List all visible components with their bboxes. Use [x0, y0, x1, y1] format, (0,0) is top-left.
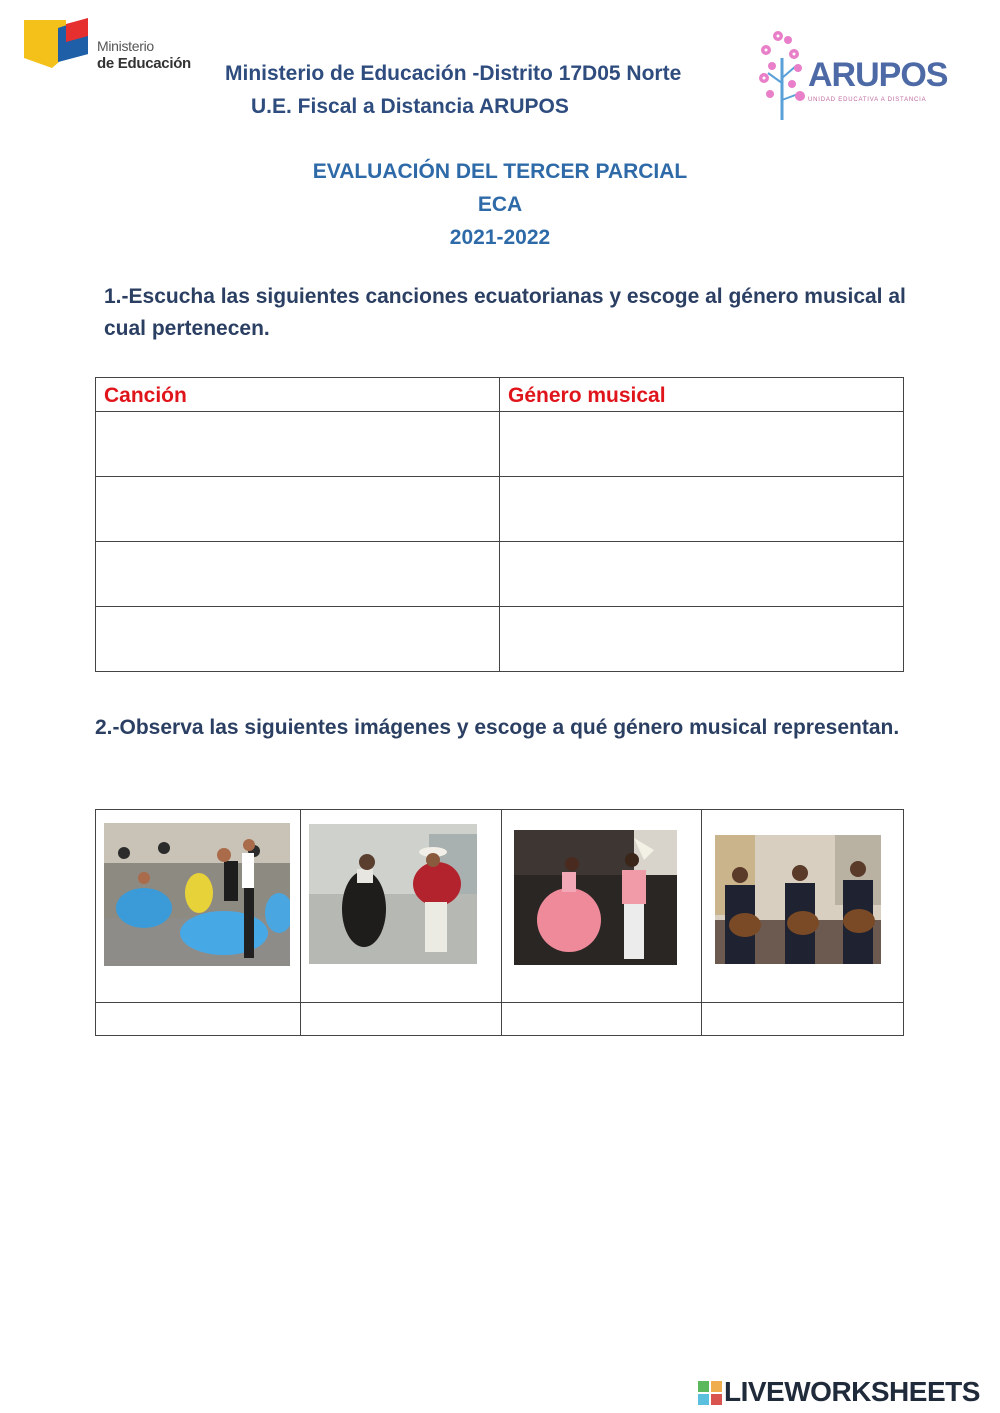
song-cell[interactable]: [96, 412, 500, 477]
subject-title: ECA: [477, 193, 523, 216]
song-cell[interactable]: [96, 607, 500, 672]
column-header-song: Canción: [96, 378, 500, 412]
answers-row: [96, 1003, 904, 1036]
dancers-red-poncho-image: [309, 824, 477, 964]
genre-answer-cell[interactable]: [500, 542, 904, 607]
arupos-logo: [758, 28, 948, 123]
ministerio-logo-line2: de Educación: [97, 55, 191, 72]
song-cell[interactable]: [96, 477, 500, 542]
question-1-text: 1.-Escucha las siguientes canciones ecuatorianas y escoge al género musical al cual pertenecen.: [104, 285, 906, 340]
flower-tree-icon: [758, 28, 810, 123]
table-row: [96, 477, 904, 542]
songs-table: [95, 377, 904, 672]
ministerio-logo-line1: Ministerio: [97, 38, 154, 54]
column-header-genre: Género musical: [500, 378, 904, 412]
genre-answer-cell[interactable]: [501, 1003, 702, 1036]
table-row: [96, 542, 904, 607]
genre-answer-cell[interactable]: [500, 477, 904, 542]
header-line-2: U.E. Fiscal a Distancia ARUPOS: [251, 95, 569, 118]
arupos-logo-subtitle: UNIDAD EDUCATIVA A DISTANCIA: [808, 97, 927, 103]
ministerio-logo-text: [97, 38, 191, 72]
ministerio-logo: [22, 18, 202, 78]
table-header-row: [96, 378, 904, 412]
song-cell[interactable]: [96, 542, 500, 607]
table-row: [96, 412, 904, 477]
genre-answer-cell[interactable]: [500, 607, 904, 672]
evaluation-title: EVALUACIÓN DEL TERCER PARCIAL: [312, 160, 688, 183]
genre-answer-cell[interactable]: [500, 412, 904, 477]
table-row: [96, 607, 904, 672]
dancers-blue-skirts-image: [104, 823, 290, 966]
genre-answer-cell[interactable]: [96, 1003, 301, 1036]
liveworksheets-text: LIVEWORKSHEETS: [724, 1376, 980, 1407]
header-line-1: Ministerio de Educación -Distrito 17D05 Norte: [225, 62, 682, 85]
guitar-trio-image: [715, 835, 881, 964]
ecuador-flag-icon: [22, 18, 92, 73]
liveworksheets-logo-icon: [698, 1381, 722, 1405]
dancers-pink-dress-image: [514, 830, 677, 965]
school-year: 2021-2022: [449, 226, 551, 249]
genre-answer-cell[interactable]: [301, 1003, 502, 1036]
question-2-text: 2.-Observa las siguientes imágenes y escoge a qué género musical representan.: [95, 716, 900, 739]
genre-answer-cell[interactable]: [702, 1003, 904, 1036]
arupos-logo-name: ARUPOS: [808, 56, 948, 94]
